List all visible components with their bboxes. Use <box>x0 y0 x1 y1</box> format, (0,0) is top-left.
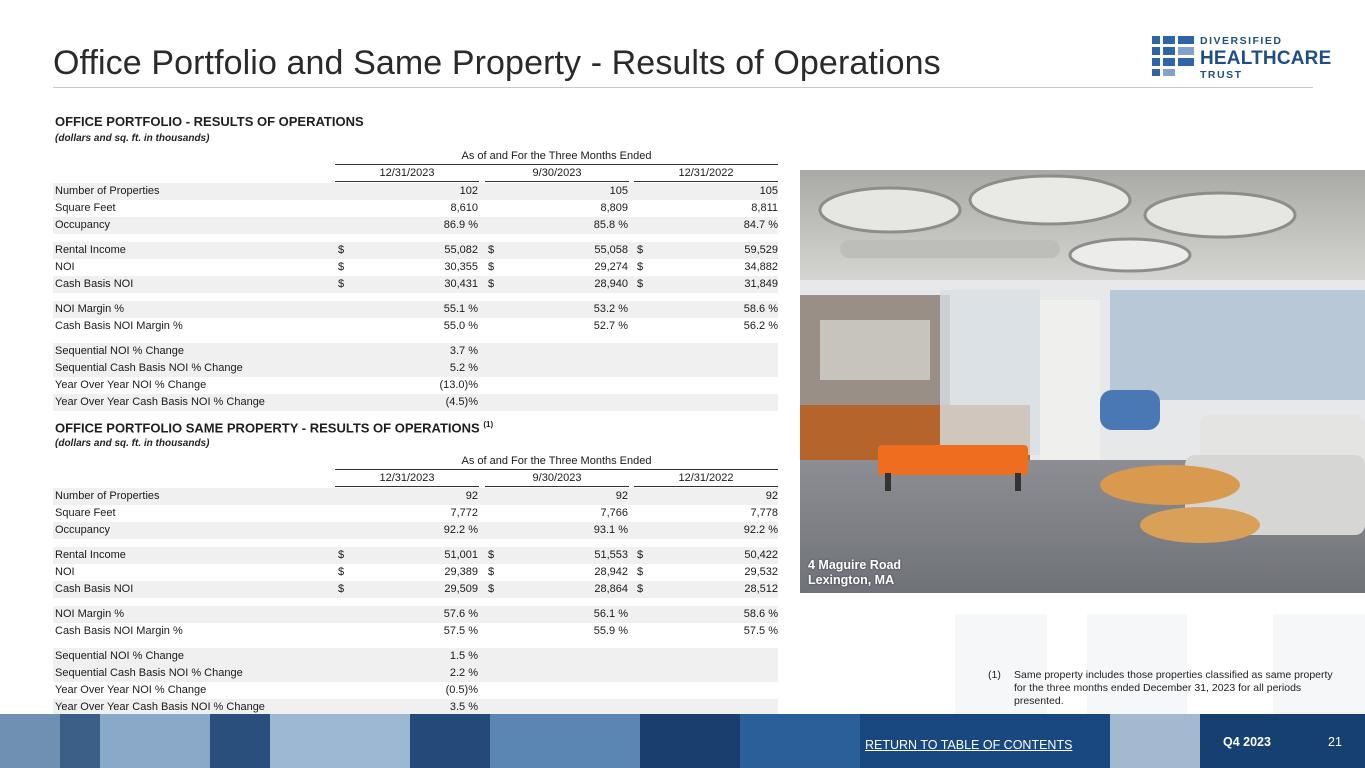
table-row <box>53 648 778 665</box>
table-row <box>53 522 778 539</box>
cell-value: 28,940 <box>594 278 628 290</box>
cell-value: 50,422 <box>744 549 778 561</box>
row-label: Year Over Year NOI % Change <box>55 684 207 696</box>
cell-value: 31,849 <box>744 278 778 290</box>
return-to-toc-link[interactable]: RETURN TO TABLE OF CONTENTS <box>865 738 1073 752</box>
row-label: Cash Basis NOI <box>55 583 134 595</box>
table-row <box>53 564 778 581</box>
period-header-rule <box>335 164 778 165</box>
cell-value: 8,811 <box>751 202 778 214</box>
cell-value: 8,610 <box>450 202 478 214</box>
logo-line-2: HEALTHCARE <box>1200 47 1332 69</box>
table-row <box>53 200 778 217</box>
cell-value: 92 <box>465 490 478 502</box>
photo-caption-line-1: 4 Maguire Road <box>808 558 902 572</box>
cell-value: 30,431 <box>444 278 478 290</box>
cell-value: 85.8 % <box>593 219 628 231</box>
title-divider <box>53 87 1313 88</box>
company-logo <box>1152 35 1332 81</box>
row-label: Cash Basis NOI <box>55 278 134 290</box>
cell-value: 55,082 <box>444 244 478 256</box>
cell-value: 84.7 % <box>743 219 778 231</box>
column-header: 12/31/2023 <box>379 167 435 179</box>
cell-value: 105 <box>609 185 628 197</box>
dollar-sign: $ <box>338 278 345 290</box>
dollar-sign: $ <box>637 244 644 256</box>
cell-value: 34,882 <box>744 261 778 273</box>
cell-value: 29,532 <box>744 566 778 578</box>
footnote-marker: (1) <box>988 669 1001 681</box>
cell-value: 28,864 <box>594 583 628 595</box>
row-label: Year Over Year Cash Basis NOI % Change <box>55 701 265 713</box>
row-label: Year Over Year NOI % Change <box>55 379 207 391</box>
cell-value: (4.5)% <box>445 396 478 408</box>
row-label: Number of Properties <box>55 490 160 502</box>
cell-value: 52.7 % <box>593 320 628 332</box>
row-label: NOI <box>55 261 75 273</box>
column-header: 9/30/2023 <box>532 472 582 484</box>
row-label: Square Feet <box>55 202 116 214</box>
cell-value: 58.6 % <box>743 303 778 315</box>
column-header: 12/31/2023 <box>379 472 435 484</box>
period-header: As of and For the Three Months Ended <box>461 455 652 467</box>
section2-subtitle: (dollars and sq. ft. in thousands) <box>55 438 210 449</box>
photo-caption-line-2: Lexington, MA <box>808 573 895 587</box>
cell-value: 102 <box>459 185 478 197</box>
dollar-sign: $ <box>488 566 495 578</box>
cell-value: 92 <box>765 490 778 502</box>
table-row <box>53 276 778 293</box>
row-label: Sequential Cash Basis NOI % Change <box>55 362 243 374</box>
column-header-rule <box>634 486 778 487</box>
table-row <box>53 665 778 682</box>
logo-line-1: DIVERSIFIED <box>1200 35 1283 47</box>
cell-value: 28,942 <box>594 566 628 578</box>
cell-value: 56.1 % <box>593 608 628 620</box>
cell-value: 55,058 <box>594 244 628 256</box>
row-label: Rental Income <box>55 549 126 561</box>
cell-value: 59,529 <box>744 244 778 256</box>
page-number: 21 <box>1328 735 1342 749</box>
column-header: 9/30/2023 <box>532 167 582 179</box>
dollar-sign: $ <box>338 244 345 256</box>
dollar-sign: $ <box>488 261 495 273</box>
cell-value: 51,001 <box>444 549 478 561</box>
dollar-sign: $ <box>338 261 345 273</box>
dollar-sign: $ <box>488 583 495 595</box>
column-header-rule <box>335 486 479 487</box>
dollar-sign: $ <box>338 566 345 578</box>
footer-quarter: Q4 2023 <box>1223 735 1271 749</box>
row-label: NOI <box>55 566 75 578</box>
dollar-sign: $ <box>488 549 495 561</box>
cell-value: 3.5 % <box>449 701 478 713</box>
column-header-rule <box>485 181 629 182</box>
cell-value: 92.2 % <box>443 524 478 536</box>
table-row <box>53 377 778 394</box>
table-row <box>53 623 778 640</box>
table-row <box>53 682 778 699</box>
row-label: Cash Basis NOI Margin % <box>55 625 183 637</box>
cell-value: 53.2 % <box>593 303 628 315</box>
cell-value: 105 <box>759 185 778 197</box>
photo-caption <box>808 558 901 588</box>
logo-grid-icon <box>1152 36 1194 76</box>
cell-value: 58.6 % <box>743 608 778 620</box>
table-row <box>53 547 778 564</box>
footnote-text: Same property includes those properties classified as same property for the three months ended December 31, 2023 for all periods presented. <box>1014 669 1333 707</box>
section1-subtitle: (dollars and sq. ft. in thousands) <box>55 133 210 144</box>
cell-value: 55.0 % <box>443 320 478 332</box>
table-row <box>53 581 778 598</box>
cell-value: 7,766 <box>600 507 628 519</box>
dollar-sign: $ <box>637 566 644 578</box>
cell-value: 92 <box>615 490 628 502</box>
cell-value: (0.5)% <box>445 684 478 696</box>
cell-value: 30,355 <box>444 261 478 273</box>
cell-value: 8,809 <box>600 202 628 214</box>
table-row <box>53 183 778 200</box>
page-title: Office Portfolio and Same Property - Results of Operations <box>53 44 941 82</box>
row-label: NOI Margin % <box>55 608 125 620</box>
cell-value: (13.0)% <box>439 379 478 391</box>
row-label: Occupancy <box>55 219 111 231</box>
table-row <box>53 488 778 505</box>
cell-value: 55.1 % <box>443 303 478 315</box>
property-photo <box>800 170 1365 593</box>
row-label: Sequential NOI % Change <box>55 650 185 662</box>
cell-value: 51,553 <box>594 549 628 561</box>
table-row <box>53 394 778 411</box>
row-label: Sequential Cash Basis NOI % Change <box>55 667 243 679</box>
cell-value: 5.2 % <box>449 362 478 374</box>
dollar-sign: $ <box>338 583 345 595</box>
cell-value: 29,389 <box>444 566 478 578</box>
dollar-sign: $ <box>488 244 495 256</box>
column-header: 12/31/2022 <box>678 472 734 484</box>
dollar-sign: $ <box>338 549 345 561</box>
dollar-sign: $ <box>488 278 495 290</box>
row-label: Year Over Year Cash Basis NOI % Change <box>55 396 265 408</box>
table-row <box>53 301 778 318</box>
cell-value: 86.9 % <box>443 219 478 231</box>
row-label: Cash Basis NOI Margin % <box>55 320 183 332</box>
column-header-rule <box>335 181 479 182</box>
cell-value: 3.7 % <box>449 345 478 357</box>
row-label: NOI Margin % <box>55 303 125 315</box>
period-header: As of and For the Three Months Ended <box>461 150 652 162</box>
table-row <box>53 343 778 360</box>
cell-value: 92.2 % <box>743 524 778 536</box>
section2-title: OFFICE PORTFOLIO SAME PROPERTY - RESULTS OF OPERATIONS $^{(1)}$ <box>55 420 494 436</box>
cell-value: 1.5 % <box>449 650 478 662</box>
table-row <box>53 606 778 623</box>
table-row <box>53 318 778 335</box>
row-label: Square Feet <box>55 507 116 519</box>
section2-footnote-marker: (1) <box>483 420 494 429</box>
footer-band <box>0 714 1365 768</box>
period-header-rule <box>335 469 778 470</box>
dollar-sign: $ <box>637 278 644 290</box>
table-row <box>53 505 778 522</box>
cell-value: 28,512 <box>744 583 778 595</box>
cell-value: 7,772 <box>450 507 478 519</box>
row-label: Occupancy <box>55 524 111 536</box>
row-label: Number of Properties <box>55 185 160 197</box>
table-row <box>53 217 778 234</box>
cell-value: 7,778 <box>750 507 778 519</box>
cell-value: 29,274 <box>594 261 628 273</box>
table-row <box>53 242 778 259</box>
logo-line-3: TRUST <box>1200 68 1243 81</box>
cell-value: 55.9 % <box>593 625 628 637</box>
row-label: Sequential NOI % Change <box>55 345 185 357</box>
row-label: Rental Income <box>55 244 126 256</box>
column-header-rule <box>485 486 629 487</box>
column-header: 12/31/2022 <box>678 167 734 179</box>
cell-value: 57.6 % <box>443 608 478 620</box>
column-header-rule <box>634 181 778 182</box>
cell-value: 93.1 % <box>593 524 628 536</box>
dollar-sign: $ <box>637 583 644 595</box>
table-row <box>53 360 778 377</box>
dollar-sign: $ <box>637 261 644 273</box>
table-row <box>53 259 778 276</box>
cell-value: 29,509 <box>444 583 478 595</box>
section1-title: OFFICE PORTFOLIO - RESULTS OF OPERATIONS <box>55 114 364 129</box>
cell-value: 57.5 % <box>743 625 778 637</box>
dollar-sign: $ <box>637 549 644 561</box>
cell-value: 57.5 % <box>443 625 478 637</box>
cell-value: 2.2 % <box>449 667 478 679</box>
cell-value: 56.2 % <box>743 320 778 332</box>
